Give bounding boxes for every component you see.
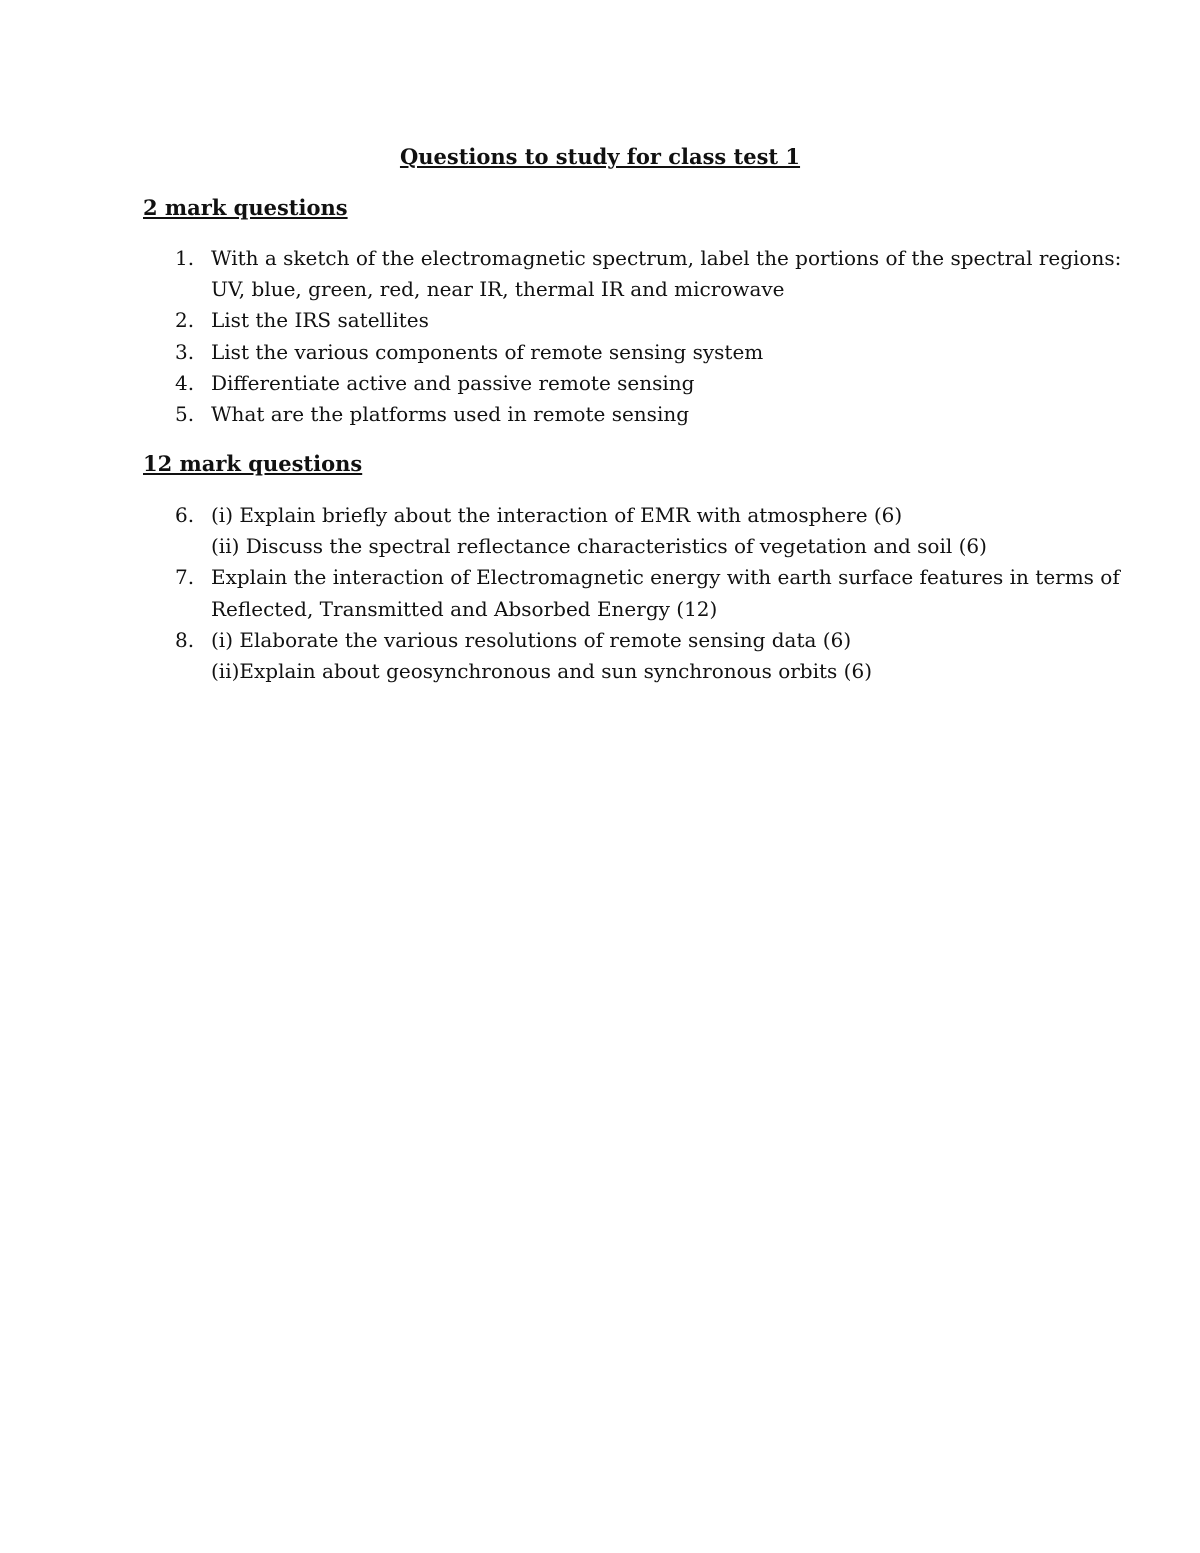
- question-item: [0, 399, 1200, 430]
- question-item: [0, 305, 1200, 336]
- question-text: With a sketch of the electromagnetic spectrum, label the portions of the spectral regions:: [211, 246, 1122, 270]
- question-item: [0, 500, 1200, 562]
- question-number: 6.: [175, 503, 195, 527]
- question-number: 5.: [175, 402, 195, 427]
- question-number: 1.: [175, 246, 195, 270]
- question-text: (i) Elaborate the various resolutions of remote sensing data (6): [211, 627, 852, 652]
- question-text: Explain the interaction of Electromagnetic energy with earth surface features in terms of: [211, 565, 1120, 590]
- question-text: Differentiate active and passive remote sensing: [211, 370, 695, 395]
- question-number: 4.: [175, 370, 195, 395]
- question-item: [0, 625, 1200, 687]
- question-item: [0, 337, 1200, 368]
- question-text: (i) Explain briefly about the interaction of EMR with atmosphere (6): [211, 503, 903, 527]
- section-heading-2-mark: 2 mark questions: [143, 195, 348, 220]
- question-number: 8.: [175, 627, 195, 652]
- question-text: (ii)Explain about geosynchronous and sun synchronous orbits (6): [211, 659, 872, 684]
- question-text: What are the platforms used in remote sensing: [211, 402, 690, 427]
- section-heading-12-mark: 12 mark questions: [143, 451, 363, 476]
- question-text: List the various components of remote sensing system: [211, 339, 764, 364]
- document-title: Questions to study for class test 1: [399, 144, 801, 169]
- question-text: (ii) Discuss the spectral reflectance characteristics of vegetation and soil (6): [211, 534, 987, 559]
- question-text: List the IRS satellites: [211, 308, 429, 333]
- question-text: Reflected, Transmitted and Absorbed Energy (12): [211, 596, 718, 621]
- question-number: 7.: [175, 565, 195, 590]
- question-item: [0, 368, 1200, 399]
- question-number: 3.: [175, 339, 195, 364]
- question-list-2-mark: [0, 243, 1200, 430]
- question-item: [0, 243, 1200, 305]
- question-text: UV, blue, green, red, near IR, thermal IR and microwave: [211, 277, 785, 302]
- question-item: [0, 562, 1200, 624]
- question-number: 2.: [175, 308, 195, 333]
- question-list-12-mark: [0, 500, 1200, 687]
